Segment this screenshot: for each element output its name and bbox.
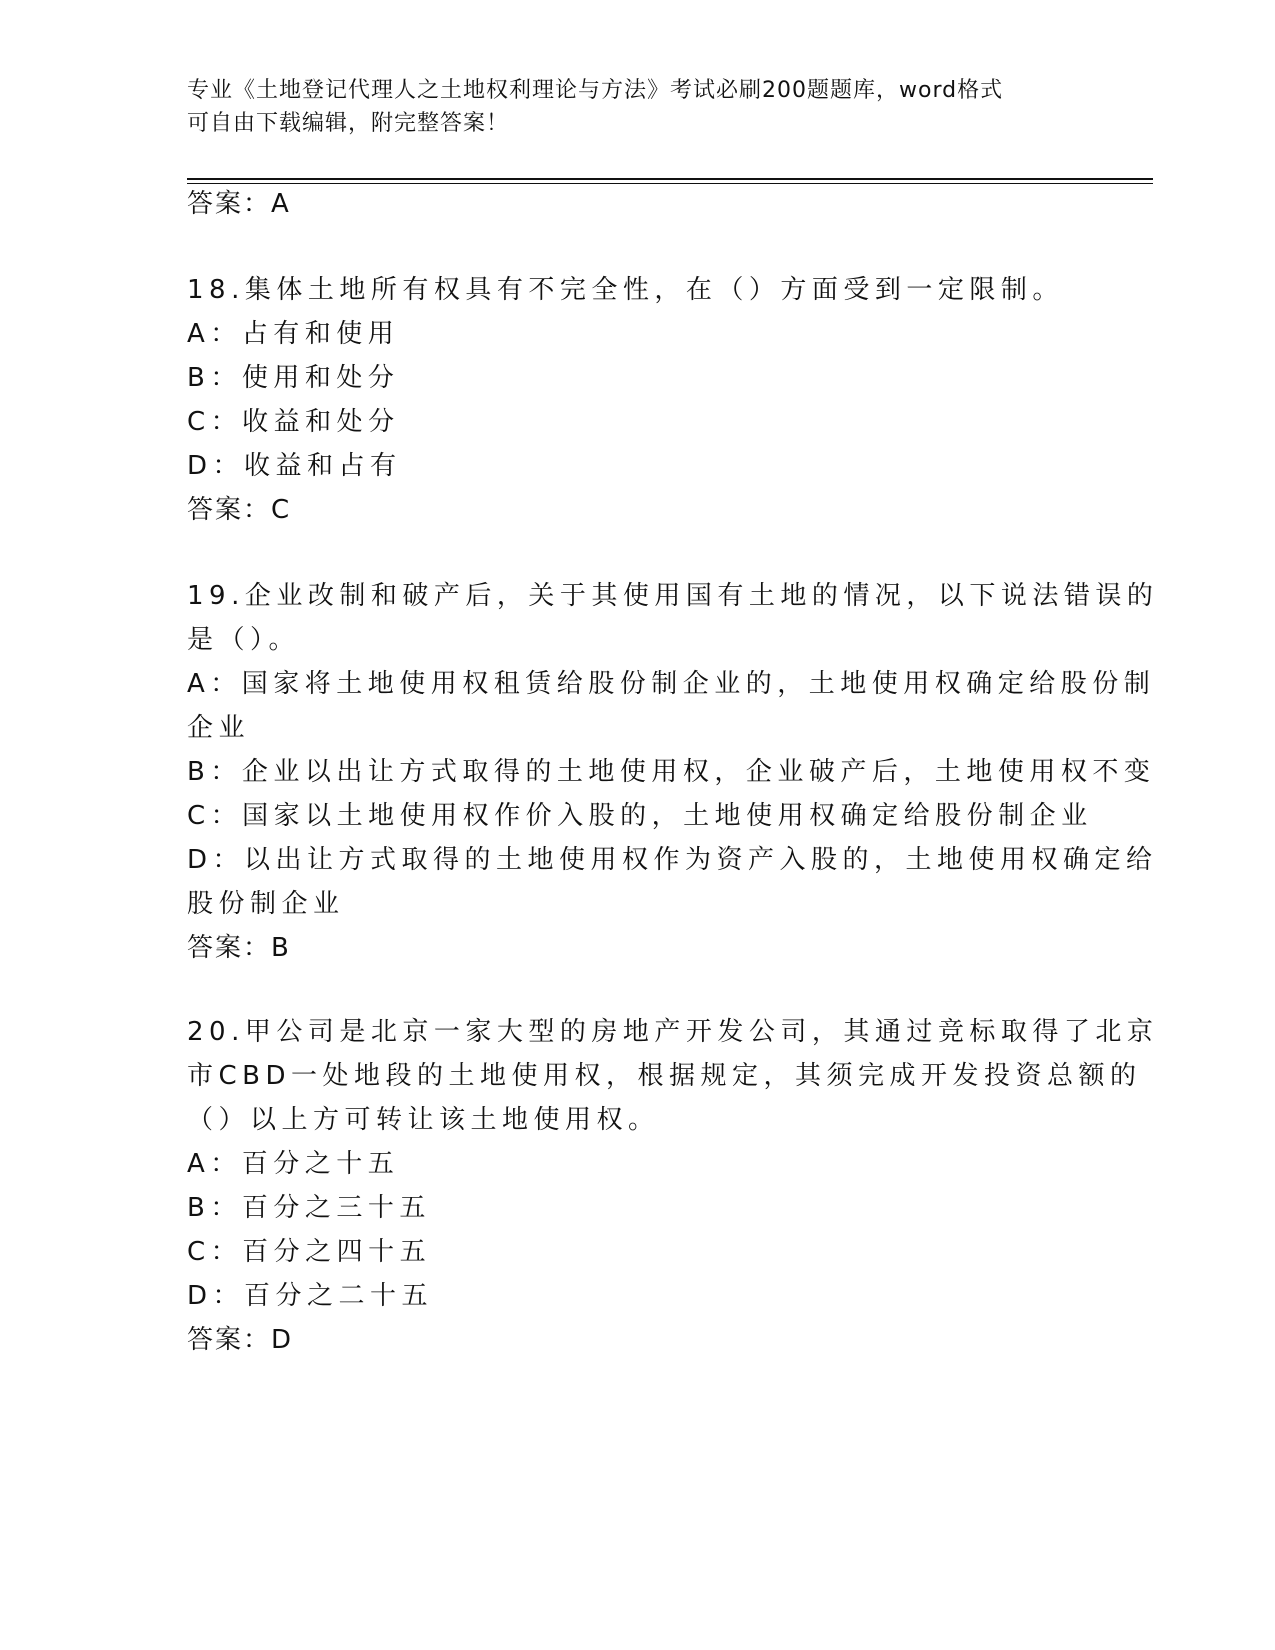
question-19-option-a-cont: 企业	[187, 713, 251, 743]
question-19-stem-line-1: 19.企业改制和破产后，关于其使用国有土地的情况，以下说法错误的	[187, 581, 1159, 611]
header-rule-thick	[187, 178, 1153, 180]
question-20-stem-line-1: 20.甲公司是北京一家大型的房地产开发公司，其通过竞标取得了北京	[187, 1017, 1159, 1047]
question-20-option-b: B：百分之三十五	[187, 1193, 431, 1223]
question-19-option-d: D：以出让方式取得的土地使用权作为资产入股的，土地使用权确定给	[187, 845, 1158, 875]
question-19-stem-line-2: 是（）。	[187, 625, 301, 655]
question-20-answer: 答案：D	[187, 1325, 294, 1355]
question-20-stem-line-2: 市CBD一处地段的土地使用权，根据规定，其须完成开发投资总额的	[187, 1061, 1142, 1091]
question-18-option-b: B：使用和处分	[187, 363, 400, 393]
question-19-option-b: B：企业以出让方式取得的土地使用权，企业破产后，土地使用权不变	[187, 757, 1156, 787]
question-19-option-d-cont: 股份制企业	[187, 889, 345, 919]
question-18-stem: 18.集体土地所有权具有不完全性，在（）方面受到一定限制。	[187, 275, 1064, 305]
question-19-answer: 答案：B	[187, 933, 291, 963]
header-line-2: 可自由下载编辑，附完整答案！	[187, 111, 510, 136]
question-18-option-a: A：占有和使用	[187, 319, 400, 349]
question-20-stem-line-3: （）以上方可转让该土地使用权。	[187, 1105, 660, 1135]
question-18-option-d: D：收益和占有	[187, 451, 402, 481]
question-20-option-a: A：百分之十五	[187, 1149, 400, 1179]
header-rule-thin	[187, 183, 1153, 184]
question-18-option-c: C：收益和处分	[187, 407, 400, 437]
previous-answer: 答案：A	[187, 189, 291, 219]
question-20-option-c: C：百分之四十五	[187, 1237, 432, 1267]
question-19-option-a: A：国家将土地使用权租赁给股份制企业的，土地使用权确定给股份制	[187, 669, 1156, 699]
question-18-answer: 答案：C	[187, 495, 292, 525]
document-header	[187, 74, 1067, 140]
question-20-option-d: D：百分之二十五	[187, 1281, 434, 1311]
header-line-1: 专业《土地登记代理人之土地权利理论与方法》考试必刷200题题库，word格式	[187, 78, 1004, 103]
question-19-option-c: C：国家以土地使用权作价入股的，土地使用权确定给股份制企业	[187, 801, 1093, 831]
